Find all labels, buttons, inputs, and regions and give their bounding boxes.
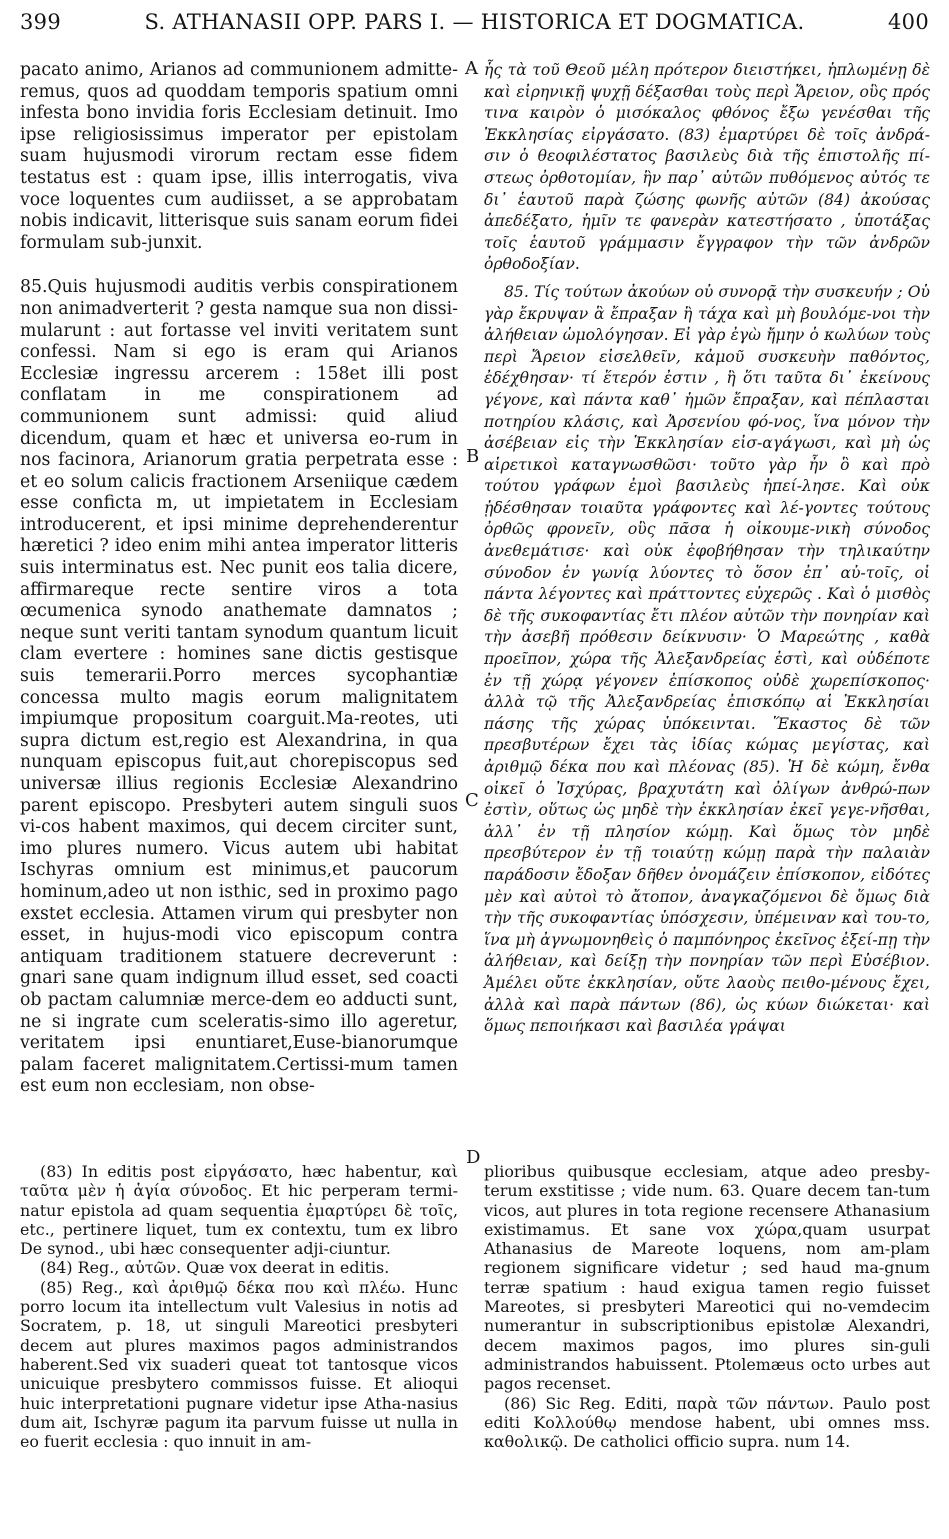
footnotes-right xyxy=(484,1162,930,1451)
page-number-left: 399 xyxy=(20,10,61,34)
page-header xyxy=(0,10,949,44)
latin-column xyxy=(20,60,458,1098)
footnote-86: (86) Sic Reg. Editi, παρὰ τῶν πάντων. Paulo post editi Κολλούθῳ mendose habent, ubi omnes mss. καθολικῷ. De catholici officio supra. num 14. xyxy=(484,1393,930,1452)
margin-marker-b: B xyxy=(466,446,480,467)
margin-marker-c: C xyxy=(465,790,479,811)
margin-marker-d: D xyxy=(466,1147,481,1168)
greek-paragraph-85: 85. Τίς τούτων ἀκούων οὐ συνορᾷ τὴν συσκευήν ; Οὐ γὰρ ἔκρυψαν ἃ ἔπραξαν ἢ τάχα καὶ μὴ βουλόμε-νοι τὴν ἀλήθειαν ὡμολόγησαν. Εἰ γὰρ ἐγὼ ἤμην ὁ κωλύων τοὺς περὶ Ἄρειον εἰσελθεῖν, κἀμοῦ συσκευὴν παθόντος, ἐδέχθησαν· τί ἕτερόν ἐστιν , ἢ ὅτι ταῦτα δι᾽ ἐκείνους γέγονε, καὶ πάντα καθ᾽ ἡμῶν ἔπραξαν, καὶ πέπλασται ποτηρίου κλάσις, καὶ Ἀρσενίου φό-νος, ἵνα μόνον τὴν ἀσέβειαν εἰς τὴν Ἐκκλησίαν εἰσ-αγάγωσι, καὶ μὴ ὡς αἱρετικοὶ καταγνωσθῶσι· τοῦτο γὰρ ἦν ὃ καὶ πρὸ τούτου γράφων ἐμοὶ βασιλεὺς ἠπεί-λησε. Καὶ οὐκ ᾐδέσθησαν τοιαῦτα γράφοντες καὶ λέ-γοντες τούτους ὀρθῶς φρονεῖν, οὓς πᾶσα ἡ οἰκουμε-νικὴ σύνοδος ἀνεθεμάτισε· καὶ οὐκ ἐφοβήθησαν τὴν τηλικαύτην σύνοδον ἐν γωνίᾳ λύοντες τὸ ὅσον ἐπ᾽ αὐ-τοῖς, οἱ πάντα λέγοντες καὶ πράττοντες εὐχερῶς . Καὶ ὁ μισθὸς δὲ τῆς συκοφαντίας ἔτι πλέον αὐτῶν τὴν πονηρίαν καὶ τὴν ἀσεβῆ πρόθεσιν δείκνυσιν· Ὁ Μαρεώτης , καθὰ προεῖπον, χώρα τῆς Ἀλεξανδρείας ἐστὶ, καὶ οὐδέποτε ἐν τῇ χώρᾳ γέγονεν ἐπίσκοπος οὐδὲ χωρεπίσκοπος· ἀλλὰ τῷ τῆς Ἀλεξανδρείας ἐπισκόπῳ αἱ Ἐκκλησίαι πάσης τῆς χώρας ὑπόκεινται. Ἕκαστος δὲ τῶν πρεσβυτέρων ἔχει τὰς ἰδίας κώμας μεγίστας, καὶ ἀριθμῷ δέκα που καὶ πλέονας (85). Ἡ δὲ κώμη, ἔνθα οἰκεῖ ὁ Ἰσχύρας, βραχυτάτη καὶ ὀλίγων ἀνθρώ-πων ἐστὶν, οὕτως ὡς μηδὲ τὴν ἐκκλησίαν ἐκεῖ γεγε-νῆσθαι, ἀλλ᾽ ἐν τῇ πλησίον κώμῃ. Καὶ ὅμως τὸν μηδὲ πρεσβύτερον ἐν τῇ τοιαύτῃ κώμῃ παρὰ τὴν παλαιὰν παράδοσιν ἔδοξαν δῆθεν ὀνομάζειν ἐπίσκοπον, εἰδότες μὲν καὶ αὐτοὶ τὸ ἄτοπον, ἀναγκαζόμενοι δὲ ὅμως διὰ τὴν τῆς συκοφαντίας ὑπόσχεσιν, ὑπέμειναν καὶ του-το, ἵνα μὴ ἀγνωμονηθεὶς ὁ παμπόνηρος ἐκεῖνος ἐξεί-πῃ τὴν ἀλήθειαν, καὶ δείξῃ τὴν πονηρίαν τῶν περὶ Εὐσέβιον. Ἀμέλει οὔτε ἐκκλησίαν, οὔτε λαοὺς πειθο-μένους ἔχει, ἀλλὰ καὶ παρὰ πάντων (86), ὡς κύων διώκεται· καὶ ὅμως πεποιήκασι καὶ βασιλέα γράψαι xyxy=(484,282,930,1036)
footnote-85-continued: plioribus quibusque ecclesiam, atque adeo presby-terum exstitisse ; vide num. 63. Quare decem tan-tum vicos, aut plures in tota regione recensere Athanasium existimamus. Et sane vox χώρα,quam usurpat Athanasius de Mareote loquens, nom am-plam regionem significare videtur ; sed haud ma-gnum terræ spatium : haud exigua tamen regio fuisset Mareotes, si presbyteri Mareotici qui no-vemdecim numerantur in subscriptionibus epistolæ Alexandri, decem maximos pagos, imo plures sin-guli administrandos habuissent. Ptolemæus octo urbes aut pagos recenset. xyxy=(484,1162,930,1394)
footnote-84: (84) Reg., αὐτῶν. Quæ vox deerat in editis. xyxy=(40,1258,390,1278)
latin-paragraph-85: 85.Quis hujusmodi auditis verbis conspirationem non animadverterit ? gesta namque sua non dissi-mularunt : aut fortasse vel inviti veritatem sunt confessi. Nam si ego is eram qui Arianos Ecclesiæ ingressu arcerem : 158et illi post conflatam in me conspirationem ad communionem sunt admissi: quid aliud dicendum, quam et hæc et universa eo-rum in nos facinora, Arianorum gratia perpetrata esse : et eo solum calicis fractionem Arseniique cædem esse conficta m, ut impietatem in Ecclesiam introducerent, et ipsi minime deprehenderentur hæretici ? ideo enim mihi antea imperator litteris suis interminatus est. Nec punit eos talia dicere, affirmareque recte sentire viros a tota œcumenica synodo anathemate damnatos ; neque sunt veriti tantam synodum quantum licuit clam evertere : homines sane dictis gestisque suis temerarii.Porro merces sycophantiæ concessa multo magis eorum malignitatem impiumque propositum coarguit.Ma-reotes, uti supra dictum est,regio est Alexandrina, in qua nunquam episcopus fuit,aut chorepiscopus sed universæ illius regionis Ecclesiæ Alexandrino parent episcopo. Presbyteri autem singuli suos vi-cos habent maximos, qui decem circiter sunt, imo plures numero. Vicus autem ubi habitat Ischyras omnium est minimus,et paucorum hominum,adeo ut non isthic, sed in proximo pago exstet ecclesia. Attamen virum qui presbyter non esset, in hujus-modi vico episcopum contra antiquam traditionem statuere decreverunt : gnari sane quam indignum illud esset, sed coacti ob pactam calumniæ merce-dem eo adducti sunt, ne si ingrate cum sceleratis-simo illo ageretur, veritatem ipsi enuntiaret,Euse-bianorumque palam faceret malignitatem.Certissi-mum tamen est eum non ecclesiam, non obse- xyxy=(20,277,458,1097)
latin-paragraph-1: pacato animo, Arianos ad communionem admitte-remus, quos ad quoddam temporis spatium omni infesta bono invidia foris Ecclesiam detinuit. Imo ipse religiosissimus imperator per epistolam suam hujusmodi virorum rectam esse fidem testatus est : quam ipse, illis interrogatis, viva voce loquentes cum audiisset, a se approbatam nobis indicavit, litterisque suis sanam eorum fidei formulam sub-junxit. xyxy=(20,60,458,253)
footnote-85: (85) Reg., καὶ ἀριθμῷ δέκα που καὶ πλέω. Hunc porro locum ita intellectum vult Valesius in notis ad Socratem, p. 18, ut singuli Mareotici presbyteri decem aut plures maximos pagos administrandos haberent.Sed vix suaderi queat tot tantosque vicos unicuique presbytero commissos fuisse. Et alioqui huic interpretationi pugnare videtur ipse Atha-nasius dum ait, Ischyræ pagum ita parvum fuisse ut nulla in eo fuerit ecclesia : quo innuit in am- xyxy=(20,1277,458,1452)
running-title: S. ATHANASII OPP. PARS I. — HISTORICA ET DOGMATICA. xyxy=(144,10,805,34)
margin-marker-a: A xyxy=(465,58,478,79)
greek-paragraph-1: ἧς τὰ τοῦ Θεοῦ μέλη πρότερον διειστήκει, ἡπλωμένῃ δὲ καὶ εἰρηνικῇ ψυχῇ δέξασθαι τοὺς περὶ Ἄρειον, οὓς πρός τινα καιρὸν ὁ μισόκαλος φθόνος ἔξω γενέσθαι τῆς Ἐκκλησίας εἰργάσατο. (83) ἐμαρτύρει δὲ τοῖς ἀνδρά-σιν ὁ θεοφιλέστατος βασιλεὺς διὰ τῆς ἐπιστολῆς πί-στεως ὀρθοτομίαν, ἣν παρ᾽ αὐτῶν πυθόμενος αὐτός τε δι᾽ ἑαυτοῦ παρὰ ζώσης φωνῆς αὐτῶν (84) ἀκούσας ἀπεδέξατο, ἡμῖν τε φανερὰν κατεστήσατο , ὑποτάξας τοῖς ἑαυτοῦ γράμμασιν ἔγγραφον τὴν τῶν ἀνδρῶν ὀρθοδοξίαν. xyxy=(484,61,930,274)
greek-column xyxy=(484,60,930,1038)
footnote-83: (83) In editis post εἰργάσατο, hæc habentur, καὶ ταῦτα μὲν ἡ ἁγία σύνοδος. Et hic perperam termi-natur epistola ad quam sequentia ἐμαρτύρει δὲ τοῖς, etc., pertinere liquet, tum ex contextu, tum ex libro De synod., ubi hæc consequenter adji-ciuntur. xyxy=(20,1162,458,1259)
footnotes-left xyxy=(20,1162,458,1451)
page-number-right: 400 xyxy=(888,10,929,34)
